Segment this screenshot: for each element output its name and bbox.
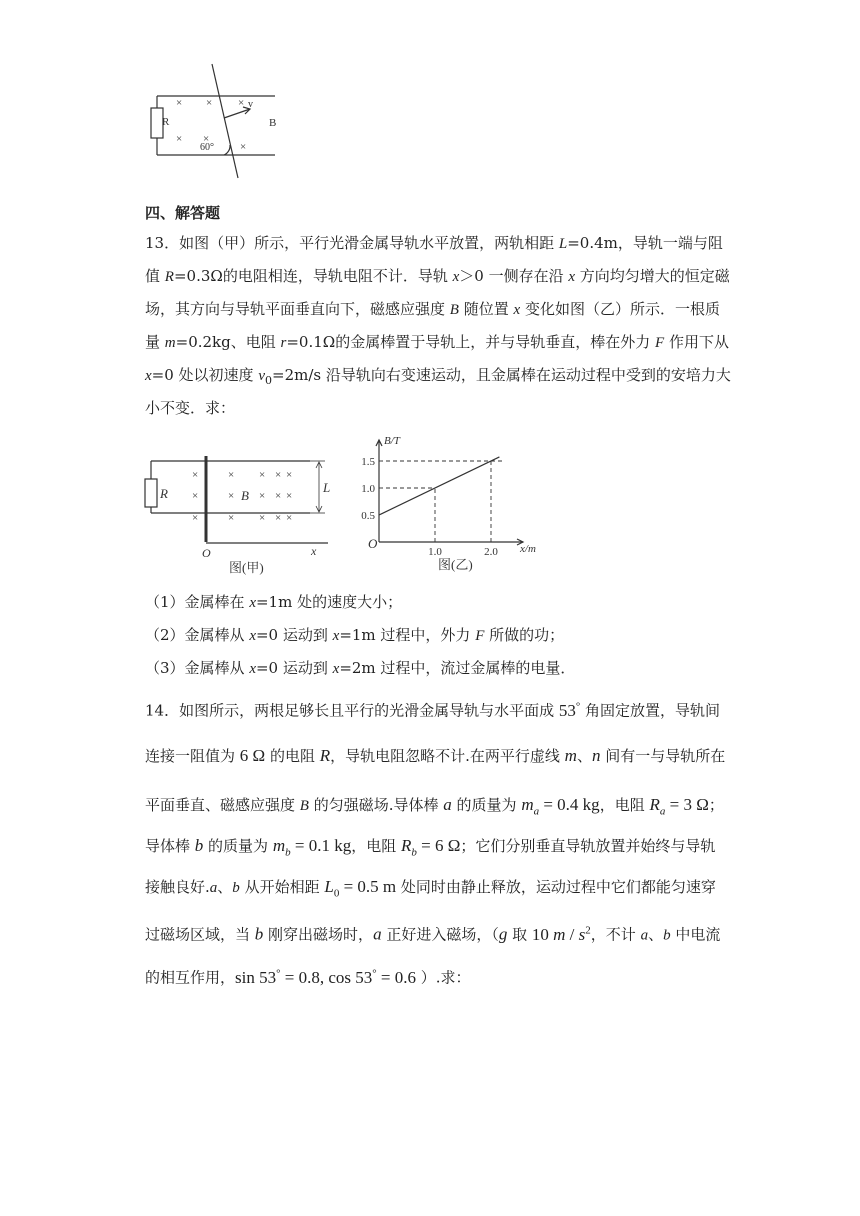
q14-line-2: 连接一阻值为 6 Ω 的电阻 R，导轨电阻忽略不计.在两平行虚线 m、n 间有一与导轨所在: [145, 746, 726, 765]
cross-mark: ×: [192, 512, 199, 524]
cross-mark: ×: [259, 469, 266, 481]
cross-mark: ×: [203, 133, 210, 145]
y-axis-label: B/T: [384, 435, 400, 447]
cross-mark: ×: [286, 512, 293, 524]
q14-line-4: 导体棒 b 的质量为 $m_b = 0.1$ kg，电阻 $R_b = 6$ Ω；它们分别垂直导轨放置并始终与导轨: [145, 836, 716, 859]
cross-mark: ×: [259, 490, 266, 502]
resistor-label: R: [162, 116, 170, 128]
section-heading: 四、解答题: [145, 204, 221, 222]
q13-line-1: 13．如图（甲）所示，平行光滑金属导轨水平放置，两轨相距 L=0.4m，导轨一端与阻: [145, 234, 723, 252]
y-tick-label: 1.0: [361, 483, 375, 495]
cross-mark: ×: [275, 469, 282, 481]
cross-mark: ×: [228, 469, 235, 481]
x-axis-label: x/m: [520, 543, 536, 555]
resistor-label: R: [160, 486, 168, 501]
q14-line-5: 接触良好.a、b 从开始相距 $L_0 = 0.5$ m 处同时由静止释放，运动过程中它们都能匀速穿: [145, 877, 716, 900]
cross-mark: ×: [275, 490, 282, 502]
cross-mark: ×: [176, 133, 183, 145]
x-tick-label: 1.0: [428, 546, 442, 558]
x-tick-label: 2.0: [484, 546, 498, 558]
cross-mark: ×: [228, 512, 235, 524]
cross-mark: ×: [259, 512, 266, 524]
q14-line-3: 平面垂直、磁感应强度 B 的匀强磁场.导体棒 a 的质量为 $m_a = 0.4$ kg，电阻 $R_a = 3$ Ω；: [145, 795, 724, 818]
angle-arc: [224, 145, 230, 155]
y-tick-label: 1.5: [361, 456, 375, 468]
q13-line-5: x=0 处以初速度 $v_0=2m/s$ 沿导轨向右变速运动，且金属棒在运动过程中受到的安培力大: [145, 366, 731, 387]
figure-caption: 图(乙): [438, 557, 473, 572]
cross-mark: ×: [176, 97, 183, 109]
q13-line-2: 值 R=0.3Ω的电阻相连，导轨电阻不计．导轨 x＞0 一侧存在沿 x 方向均匀增大的恒定磁: [145, 267, 730, 285]
q13-line-6: 小不变．求：: [145, 399, 236, 417]
rail-figure-top: [140, 60, 290, 180]
cross-mark: ×: [228, 490, 235, 502]
axis-x-label: x: [311, 544, 317, 558]
angle-label: 60°: [200, 142, 214, 153]
q13-sub-2: （2）金属棒从 x=0 运动到 x=1m 过程中，外力 F 所做的功；: [145, 626, 565, 644]
field-label: B: [241, 488, 249, 503]
series-line: [379, 457, 499, 515]
velocity-label: v: [248, 99, 253, 110]
cross-mark: ×: [286, 490, 293, 502]
cross-mark: ×: [206, 97, 213, 109]
slanted-rod: [212, 64, 238, 178]
cross-mark: ×: [286, 469, 293, 481]
cross-mark: ×: [192, 490, 199, 502]
q13-sub-1: （1）金属棒在 x=1m 处的速度大小；: [145, 593, 403, 611]
q14-line-1: 14．如图所示，两根足够长且平行的光滑金属导轨与水平面成 53° 角固定放置，导轨间: [145, 700, 721, 720]
cross-mark: ×: [238, 97, 245, 109]
cross-mark: ×: [240, 141, 247, 153]
y-tick-label: 0.5: [361, 510, 375, 522]
figure-yi-chart: [355, 428, 555, 578]
field-label: B: [269, 117, 277, 129]
cross-mark: ×: [275, 512, 282, 524]
origin-label: O: [368, 536, 378, 551]
q13-sub-3: （3）金属棒从 x=0 运动到 x=2m 过程中，流过金属棒的电量．: [145, 659, 576, 677]
figure-jia: [140, 448, 340, 578]
origin-label: O: [202, 546, 211, 560]
width-label: L: [323, 480, 331, 495]
resistor-symbol: [145, 479, 157, 507]
figure-caption: 图(甲): [229, 560, 264, 575]
q14-line-7: 的相互作用，sin 53° = 0.8, cos 53° = 0.6 ）.求：: [145, 967, 471, 987]
cross-mark: ×: [192, 469, 199, 481]
q13-line-4: 量 m=0.2kg、电阻 r=0.1Ω的金属棒置于导轨上，并与导轨垂直，棒在外力 F 作用下从: [145, 333, 729, 351]
q13-line-3: 场，其方向与导轨平面垂直向下，磁感应强度 B 随位置 x 变化如图（乙）所示．一根质: [145, 300, 720, 318]
q14-line-6: 过磁场区域，当 b 刚穿出磁场时，a 正好进入磁场，（g 取 10 m / $s^2$，不计 a、b 中电流: [145, 924, 721, 944]
